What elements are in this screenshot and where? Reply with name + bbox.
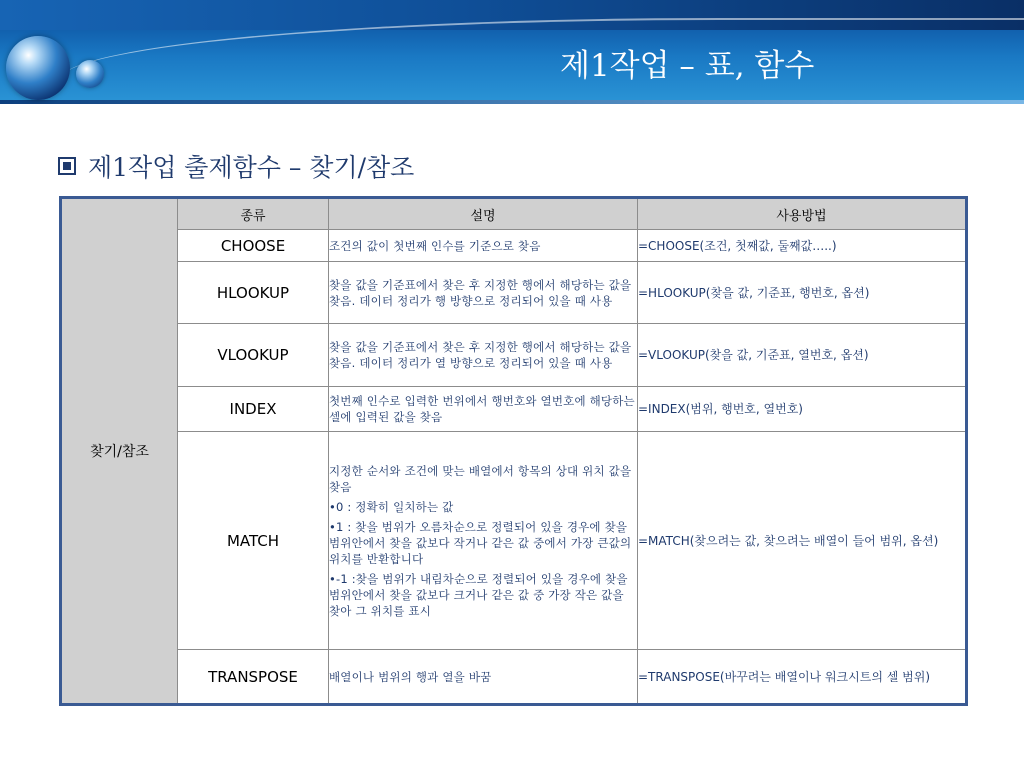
table-row [61, 324, 967, 387]
function-description [329, 387, 638, 432]
function-description [329, 262, 638, 324]
function-name: VLOOKUP [178, 324, 329, 387]
function-name: CHOOSE [178, 230, 329, 262]
function-name: INDEX [178, 387, 329, 432]
column-header-usage: 사용방법 [638, 198, 967, 230]
table-row [61, 387, 967, 432]
description-text: 찾을 값을 기준표에서 찾은 후 지정한 행에서 해당하는 값을 찾음. 데이터 정리가 열 방향으로 정리되어 있을 때 사용 [329, 340, 632, 370]
square-bullet-icon [58, 157, 76, 175]
section-heading [58, 148, 414, 184]
function-description [329, 432, 638, 650]
description-option: •1 : 찾을 범위가 오름차순으로 정렬되어 있을 경우에 찾을 범위안에서 찾을 값보다 작거나 같은 값 중에서 가장 큰값의 위치를 반환합니다 [329, 519, 632, 566]
description-text: 찾을 값을 기준표에서 찾은 후 지정한 행에서 해당하는 값을 찾음. 데이터 정리가 행 방향으로 정리되어 있을 때 사용 [329, 277, 632, 308]
table-header-row [61, 198, 967, 230]
banner-bottom-line [0, 100, 1024, 104]
description-option: •-1 :찾을 범위가 내림차순으로 정렬되어 있을 경우에 찾을 범위안에서 찾을 값보다 크거나 같은 값 중 가장 작은 값을 찾아 그 위치를 표시 [329, 571, 628, 618]
globe-logo-icon [6, 36, 70, 100]
category-cell: 찾기/참조 [61, 198, 178, 705]
table-row [61, 262, 967, 324]
function-usage: =HLOOKUP(찾을 값, 기준표, 행번호, 옵션) [638, 262, 967, 324]
function-description [329, 324, 638, 387]
function-name: TRANSPOSE [178, 650, 329, 705]
function-description [329, 650, 638, 705]
description-text: 첫번째 인수로 입력한 번위에서 행번호와 열번호에 해당하는 셀에 입력된 값을 찾음 [329, 394, 635, 424]
description-option: •0 : 정확히 일치하는 값 [329, 499, 454, 514]
function-usage: =CHOOSE(조건, 첫째값, 둘째값…..) [638, 230, 967, 262]
function-name: MATCH [178, 432, 329, 650]
header-banner [0, 0, 1024, 104]
description-text: 지정한 순서와 조건에 맞는 배열에서 항목의 상대 위치 값을 찾음 [329, 463, 632, 494]
table-row [61, 230, 967, 262]
function-usage: =INDEX(범위, 행번호, 열번호) [638, 387, 967, 432]
table-row [61, 432, 967, 650]
function-description [329, 230, 638, 262]
small-globe-icon [76, 60, 104, 88]
function-usage: =MATCH(찾으려는 값, 찾으려는 배열이 들어 범위, 옵션) [638, 432, 967, 650]
section-heading-text: 제1작업 출제함수 – 찾기/참조 [88, 153, 415, 182]
column-header-type: 종류 [178, 198, 329, 230]
table-row [61, 650, 967, 705]
function-table [59, 196, 968, 706]
description-text: 배열이나 범위의 행과 열을 바꿈 [329, 669, 492, 684]
description-text: 조건의 값이 첫번째 인수를 기준으로 찾음 [329, 238, 541, 253]
slide-title: 제1작업 – 표, 함수 [560, 48, 815, 84]
function-name: HLOOKUP [178, 262, 329, 324]
column-header-description: 설명 [329, 198, 638, 230]
function-usage: =TRANSPOSE(바꾸려는 배열이나 워크시트의 셀 범위) [638, 650, 967, 705]
function-usage: =VLOOKUP(찾을 값, 기준표, 열번호, 옵션) [638, 324, 967, 387]
